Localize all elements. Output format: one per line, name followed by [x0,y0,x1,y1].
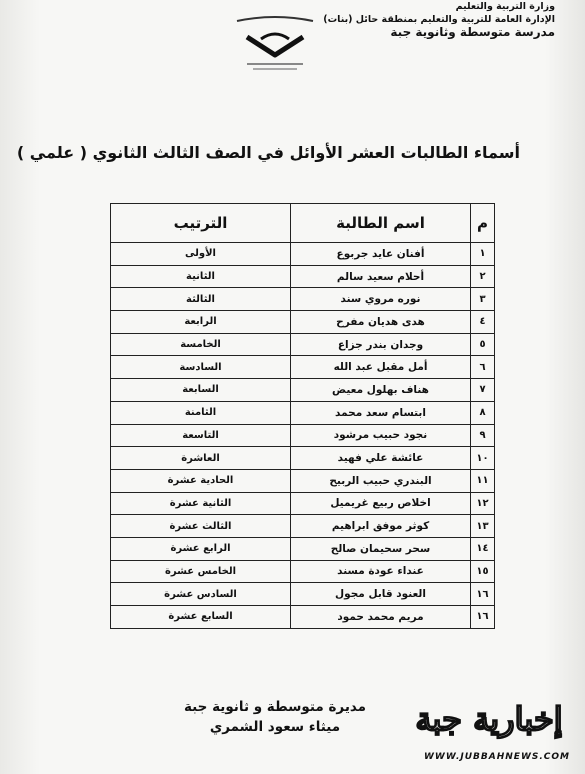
row-number: ١٢ [471,492,495,515]
student-name: ابتسام سعد محمد [291,401,471,424]
table-header-row [111,204,495,243]
student-name: سحر سحيمان صالح [291,537,471,560]
table-row [111,243,495,266]
row-number: ٣ [471,288,495,311]
table-row [111,537,495,560]
watermark-url: WWW.JUBBAHNEWS.COM [423,752,570,762]
row-number: ١٤ [471,537,495,560]
student-name: أفنان عايد جربوع [291,243,471,266]
student-name: نجود حبيب مرشود [291,424,471,447]
header-line-ministry: وزارة التربية والتعليم [455,1,555,12]
student-name: كوثر موفق ابراهيم [291,515,471,538]
row-number: ١٦ [471,583,495,606]
student-rank: الثالث عشرة [111,515,291,538]
news-watermark: إخبارية جبة [415,700,563,738]
ministry-header [323,0,555,39]
row-number: ١١ [471,469,495,492]
row-number: ٥ [471,333,495,356]
table-row [111,265,495,288]
student-rank: الثانية [111,265,291,288]
student-rank: السابعة [111,379,291,402]
table-row [111,356,495,379]
row-number: ٦ [471,356,495,379]
table-row [111,333,495,356]
header-line-school: مدرسة متوسطة وثانوية جبة [390,25,555,39]
table-row [111,288,495,311]
row-number: ١٥ [471,560,495,583]
principal-name: ميثاء سعود الشمري [209,719,341,735]
student-rank: الثامنة [111,401,291,424]
student-name: البندري حبيب الربيح [291,469,471,492]
table-row [111,560,495,583]
student-name: العنود قابل مجول [291,583,471,606]
page-title: أسماء الطالبات العشر الأوائل في الصف الثالث الثانوي ( علمي ) [16,143,520,162]
row-number: ٧ [471,379,495,402]
row-number: ١٠ [471,447,495,470]
student-name: هدى هديان مفرح [291,311,471,334]
student-name: وجدان بندر جزاع [291,333,471,356]
column-header-number: م [471,204,495,243]
column-header-rank: الترتيب [111,204,291,243]
student-name: اخلاص ربيع غريميل [291,492,471,515]
row-number: ١٣ [471,515,495,538]
student-name: عائشة علي فهيد [291,447,471,470]
table-row [111,401,495,424]
header-line-directorate: الإدارة العامة للتربية والتعليم بمنطقة حائل (بنات) [323,14,555,25]
student-rank: التاسعة [111,424,291,447]
table-row [111,447,495,470]
student-rank: الخامسة [111,333,291,356]
student-name: هناف بهلول معيض [291,379,471,402]
student-name: مريم محمد حمود [291,606,471,629]
student-rank: السادس عشرة [111,583,291,606]
student-rank: الرابعة [111,311,291,334]
row-number: ٨ [471,401,495,424]
signature-block [150,697,400,737]
student-rank: الثالثة [111,288,291,311]
student-name: أمل مقبل عبد الله [291,356,471,379]
table-row [111,379,495,402]
student-rank: الحادية عشرة [111,469,291,492]
student-rank: الخامس عشرة [111,560,291,583]
table-row [111,606,495,629]
student-name: نوره مروي سند [291,288,471,311]
column-header-name: اسم الطالبة [291,204,471,243]
row-number: ٢ [471,265,495,288]
principal-title: مديرة متوسطة و ثانوية جبة [183,699,367,715]
student-rank: السابع عشرة [111,606,291,629]
student-rank: الثانية عشرة [111,492,291,515]
student-name: أحلام سعيد سالم [291,265,471,288]
table-row [111,583,495,606]
student-rank: الرابع عشرة [111,537,291,560]
table-row [111,515,495,538]
row-number: ١ [471,243,495,266]
table-row [111,469,495,492]
table-row [111,492,495,515]
ministry-logo-icon [235,15,315,75]
row-number: ١٦ [471,606,495,629]
student-rank: العاشرة [111,447,291,470]
table-row [111,424,495,447]
row-number: ٩ [471,424,495,447]
student-rank: الأولى [111,243,291,266]
table-row [111,311,495,334]
row-number: ٤ [471,311,495,334]
student-rank: السادسة [111,356,291,379]
student-name: عنداء عودة مسند [291,560,471,583]
students-table [110,203,495,629]
